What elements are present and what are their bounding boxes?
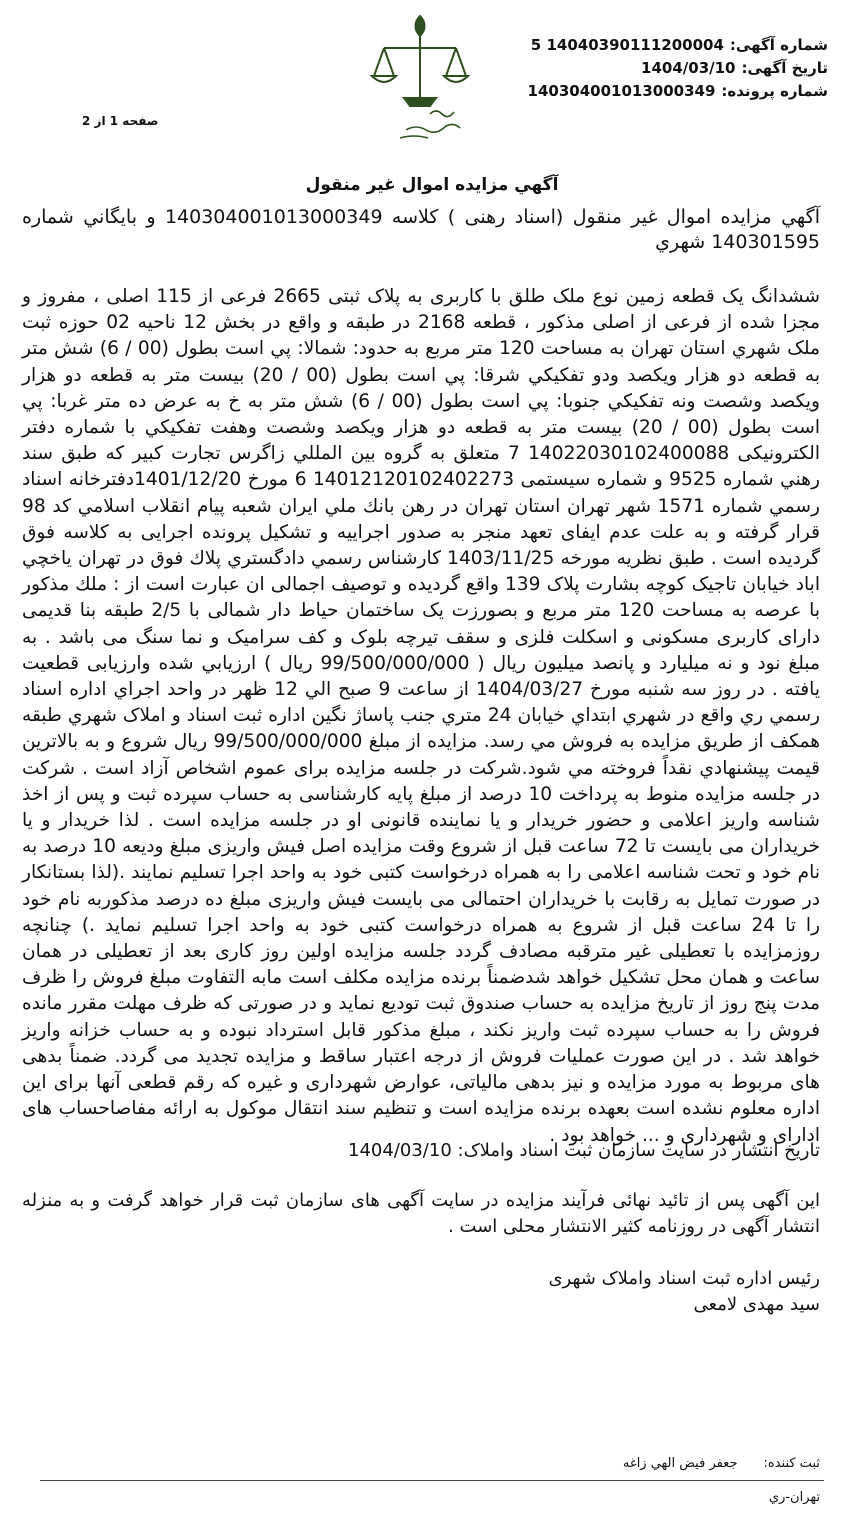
notice-title: آگهي مزايده اموال غير منقول bbox=[305, 175, 559, 195]
page-indicator: صفحه 1 از 2 bbox=[82, 114, 159, 128]
notice-body: ششدانگ یک قطعه زمین نوع ملک طلق با کاربری به پلاک ثبتی 2665 فرعی از 115 اصلی ، مفروز و مجزا شده از فرعی از اصلی مذکور ، قطعه 2168 در طبقه و واقع در بخش 12 ناحيه 02 حوزه ثبت ملک شهري استان تهران به مساحت 120 متر مربع به حدود: شمالا: پي است بطول (00 / 6) شش متر به قطعه دو هزار ویکصد ودو تفکیکي شرقا: پي است بطول (00 / 20) بیست متر به قطعه دو هزار ویکصد وشصت ونه تفکیکي جنوبا: پي است بطول (00 / 6) شش متر به خ به عرض ده متر غربا: پي است بطول (00 / 20) بیست متر به قطعه دو هزار ویکصد وشصت وهفت تفکیکي با شماره دفتر الکترونیکی 14022030102400088 7 متعلق به گروه بین المللي زاگرس تجارت کبير که طبق سند رهني شماره 9525 و شماره سیستمی 14012120102402273 6 مورخ 1401/12/20دفترخانه اسناد رسمي شماره 1571 شهر تهران استان تهران در رهن بانك ملي ايران شعبه پيام انقلاب اسلامي کد 98 قرار گرفته و به علت عدم ایفای تعهد منجر به صدور اجراییه و تشکیل پرونده اجرایی به کلاسه فوق گردیده است . طبق نظريه مورخه 1403/11/25 کارشناس رسمي دادگستري پلاك فوق در تهران ياخچي اباد خيابان تاجيک کوچه بشارت پلاک 139 واقع گردیده و توصیف اجمالی ان عبارت است از : ملك مذکور با عرصه به مساحت 120 متر مربع و بصورزت یک ساختمان حياط دار شمالی با 2/5 طبقه بنا قدیمی دارای کاربری مسکونی و اسکلت فلزی و سقف تیرچه بلوک و کف سرامیک و نما سنگ می باشد . به مبلغ نود و نه میلیارد و پانصد میلیون ريال ( 99/500/000/000 ريال ) ارزيابي شده وارزيابی قطعيت یافته . در روز سه شنبه مورخ 1404/03/27 از ساعت 9 صبح الي 12 ظهر در واحد اجراي اداره اسناد رسمي ري واقع در شهري ابتداي خيابان 24 متري جنب پاساژ نگين اداره ثبت اسناد و املاک شهري طبقه همكف از طريق مزايده به فروش مي رسد. مزايده از مبلغ 99/500/000/000 ريال شروع و به بالاترين قیمت پیشنهادي نقداً فروخته مي شود.شرکت در جلسه مزایده برای عموم اشخاص آزاد است . شرکت در جلسه مزایده منوط به پرداخت 10 درصد از مبلغ پایه کارشناسی به حساب سپرده ثبت و پس از اخذ شناسه واریز اعلامی و حضور خریدار و یا نماینده قانونی او در جلسه مزایده است . لذا خریدار و یا خریداران می بایست تا 72 ساعت قبل از شروع وقت مزایده اصل فیش واریزی مبلغ ودیعه 10 درصد به نام خود و تحت شناسه اعلامی را به همراه درخواست کتبی خود به واحد اجرا تسلیم نمایند .(لذا بستانکار در صورت تمایل به رقابت با خریداران احتمالی می بایست فیش واریزی مبلغ ده درصد مذکوربه نام خود را تا 24 ساعت قبل از شروع به همراه درخواست کتبی خود به واحد اجرا تسلیم نماید .) چنانچه روزمزایده با تعطیلی غیر مترقبه مصادف گردد جلسه مزایده اولین روز کاری بعد از تعطیلی در همان ساعت و همان محل تشکیل خواهد شدضمناً برنده مزایده مکلف است مابه التفاوت مبلغ فروش را ظرف مدت پنج روز از تاریخ مزایده به حساب صندوق ثبت تودیع نماید و در صورتی که ظرف مهلت مقرر مانده فروش را به حساب سپرده ثبت واریز نکند ، مبلغ مذکور قابل استرداد نبوده و به حساب خزانه واریز خواهد شد . در این صورت عملیات فروش از درجه اعتبار ساقط و مزایده تجدید می گردد. ضمناً بدهی های مربوط به مورد مزایده و نیز بدهی مالیاتی، عوارض شهرداری و غیره که رقم قطعی آنها برای این اداره معلوم نشده است بعهده برنده مزایده است و تنظیم سند انتقال موکول به ارائه مفاصاحساب های ادارای و شهرداری و ... خواهد بود . bbox=[22, 286, 821, 1146]
registrar-label: ثبت کننده: bbox=[763, 1456, 820, 1471]
publication-date: تاریخ انتشار در سایت سازمان ثبت اسناد واملاک: 1404/03/10 bbox=[348, 1140, 820, 1161]
notice-header bbox=[528, 34, 828, 103]
footer-divider bbox=[40, 1480, 824, 1481]
case-number-label: شماره پرونده: bbox=[721, 82, 828, 100]
signatory-name: سید مهدی لامعی bbox=[693, 1294, 820, 1315]
ad-number-row bbox=[528, 34, 828, 57]
ad-date-row bbox=[528, 57, 828, 80]
ad-date-value: 1404/03/10 bbox=[641, 59, 736, 77]
ad-date-label: تاریخ آگهی: bbox=[741, 59, 828, 77]
case-number-row bbox=[528, 80, 828, 103]
ad-number-label: شماره آگهی: bbox=[729, 36, 828, 54]
ad-number-value: 14040390111200004 5 bbox=[530, 36, 724, 54]
signatory-title: رئیس اداره ثبت اسناد واملاک شهری bbox=[548, 1268, 820, 1289]
registrar-name: جعفر فیض الهي زاغه bbox=[622, 1456, 738, 1471]
emblem-graphic bbox=[360, 6, 480, 146]
judiciary-scales-emblem-icon bbox=[360, 6, 480, 146]
publication-notice: این آگهی پس از تائید نهائی فرآیند مزایده در سایت آگهی های سازمان ثبت قرار خواهد گرفت و به منزله انتشار آگهی در روزنامه کثیر الانتشار محلی است . bbox=[22, 1190, 820, 1237]
case-number-value: 140304001013000349 bbox=[527, 82, 716, 100]
footer-city: تهران-ري bbox=[768, 1490, 820, 1505]
registrar-line bbox=[623, 1456, 820, 1471]
notice-subtitle: آگهي مزايده اموال غير منقول (اسناد رهنی ) کلاسه 140304001013000349 و بايگاني شماره 140301595 شهري bbox=[22, 206, 821, 253]
